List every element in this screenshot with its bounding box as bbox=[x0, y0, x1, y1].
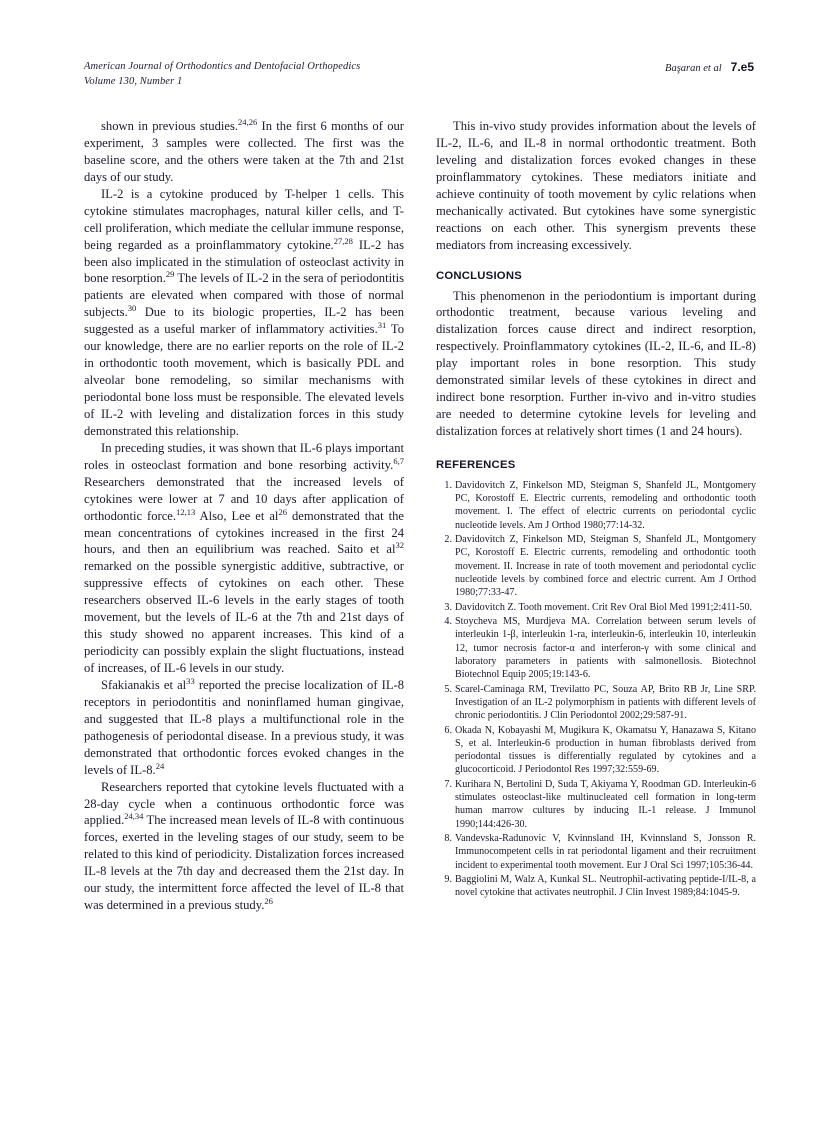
reference-item: Okada N, Kobayashi M, Mugikura K, Okamatsu Y, Hanazawa S, Kitano S, et al. Interleukin-6 production in human fibroblasts derived from periodontal tissues is differentially regulated by cytokines and a glucocorticoid. J Periodontol Res 1997;32:559-69. bbox=[455, 724, 756, 776]
reference-item: Davidovitch Z, Finkelson MD, Steigman S, Shanfeld JL, Montgomery PC, Korostoff E. Electric currents, remodeling and orthodontic tooth movement. II. Increase in rate of tooth movement and periodontal cyclic nucleotide levels by combined force and electric current. Am J Orthod 1980;77:33-47. bbox=[455, 534, 756, 599]
reference-item: Davidovitch Z, Finkelson MD, Steigman S, Shanfeld JL, Montgomery PC, Korostoff E. Electric currents, remodeling and orthodontic tooth movement. I. The effect of electric currents on periodontal cyclic nucleotide levels. Am J Orthod 1980;77:14-32. bbox=[455, 479, 756, 531]
paragraph: This phenomenon in the periodontium is important during orthodontic treatment, because various leveling and distalization forces cause direct and indirect resorption, respectively. Proinflammatory cytokines (IL-2, IL-6, and IL-8) play important roles in bone resorption. This study demonstrated similar levels of these cytokines in direct and indirect bone resorption. Further in-vivo and in-vitro studies are needed to determine cytokine levels for leveling and distalization forces at relatively short times (1 and 24 hours). bbox=[436, 288, 756, 438]
header-journal-info bbox=[84, 60, 360, 90]
reference-item: Stoycheva MS, Murdjeva MA. Correlation between serum levels of interleukin 1-β, interleukin 1-ra, interleukin-6, interleukin 10, interleukin 12, tumor necrosis factor-α and interferon-γ with some clinical and laboratory parameters in patients with salmonellosis. Biotechnol Biotechnol Equip 2005;19:143-6. bbox=[455, 616, 756, 681]
reference-item: Vandevska-Radunovic V, Kvinnsland IH, Kvinnsland S, Jonsson R. Immunocompetent cells in rat periodontal ligament and their recruitment incident to experimental tooth movement. Eur J Oral Sci 1997;105:36-44. bbox=[455, 833, 756, 871]
reference-item: Baggiolini M, Walz A, Kunkal SL. Neutrophil-activating peptide-I/IL-8, a novel cytokine that activates neutrophil. J Clin Invest 1989;84:1045-9. bbox=[455, 874, 756, 899]
right-column bbox=[436, 118, 756, 914]
paragraph: In preceding studies, it was shown that IL-6 plays important roles in osteoclast formation and bone resorbing activity.$^{6,7}$ Researchers demonstrated that the increased levels of cytokines were lower at 7 and 10 days after application of orthodontic force.$^{12,13}$ Also, Lee et $al^{26}$ demonstrated that the mean concentrations of cytokines increased in the first 24 hours, and then an equilibrium was reached. Saito et $al^{32}$ remarked on the possible synergistic additive, subtractive, or suppressive effects of cytokines on each other. These researchers observed IL-6 levels in the early stages of tooth movement, but the levels of IL-6 at the 7th and 21st days of this study showed no apparent increases. This kind of a periodicity can possibly explain the slight fluctuations, instead of increases, of IL-6 levels in our study. bbox=[84, 440, 404, 675]
body-columns bbox=[84, 118, 756, 914]
paragraph: shown in previous studies.$^{24,26}$ In the first 6 months of our experiment, 3 samples were collected. The first was the baseline score, and the others were taken at the 7th and 21st days of our study. bbox=[84, 116, 404, 184]
header-page-number: 7.e5 bbox=[730, 60, 754, 74]
paragraph: Sfakianakis et $al^{33}$ reported the precise localization of IL-8 receptors in periodontitis and noninflamed human gingivae, and suggested that IL-8 plays a multifunctional role in the pathogenesis of periodontal disease. In a previous study, it was demonstrated that orthodontic forces evoked changes in the levels of IL-8.24 bbox=[84, 675, 405, 777]
section-heading-conclusions: CONCLUSIONS bbox=[436, 269, 522, 282]
reference-item: Davidovitch Z. Tooth movement. Crit Rev Oral Biol Med 1991;2:411-50. bbox=[455, 601, 753, 613]
reference-list bbox=[436, 479, 756, 900]
header-authors: Başaran et al bbox=[665, 63, 722, 74]
running-header bbox=[84, 60, 754, 90]
paragraph: Researchers reported that cytokine levels fluctuated with a 28-day cycle when a continuous orthodontic force was applied.$^{24,34}$ The increased mean levels of IL-8 with continuous forces, exerted in the leveling stages of our study, seem to be related to this kind of periodicity. Distalization forces increased IL-8 levels at the 7th day and decreased them the 21st day. In our study, the intermittent force affected the level of IL-8 that was determined in a previous study.$^{26}$ bbox=[84, 779, 404, 913]
reference-item: Scarel-Caminaga RM, Trevilatto PC, Souza AP, Brito RB Jr, Line SRP. Investigation of an IL-2 polymorphism in patients with different levels of chronic periodontitis. J Clin Periodontol 2002;29:587-91. bbox=[455, 683, 756, 722]
header-article-info bbox=[665, 60, 754, 74]
paragraph: This in-vivo study provides information about the levels of IL-2, IL-6, and IL-8 in normal orthodontic treatment. Both leveling and distalization forces evoked changes in these proinflammatory cytokines. These mediators initiate and achieve continuity of tooth movement by cylic relations when mechanically activated. But cytokines have some synergistic reactions on each other. This synergism prevents these mediators from increasing excessively. bbox=[436, 119, 756, 252]
section-heading-references: REFERENCES bbox=[436, 458, 516, 471]
journal-title: American Journal of Orthodontics and Dentofacial Orthopedics bbox=[84, 61, 361, 72]
paragraph: IL-2 is a cytokine produced by T-helper 1 cells. This cytokine stimulates macrophages, natural killer cells, and T-cell proliferation, which mediate the cellular immune response, being regarded as a proinflammatory cytokine.$^{27,28}$ IL-2 has been also implicated in the stimulation of osteoclast activity in bone resorption.$^{29}$ The levels of IL-2 in the sera of periodontitis patients are elevated when compared with those of normal subjects.$^{30}$ Due to its biologic properties, IL-2 has been suggested as a useful marker of inflammatory activities.$^{31}$ To our knowledge, there are no earlier reports on the role of IL-2 in orthodontic tooth movement, which is basically PDL and alveolar bone remodeling, so similar mechanisms with periodontal bone loss must be responsible. The elevated levels of IL-2 with leveling and distalization forces in this study demonstrated this relationship. bbox=[84, 186, 405, 438]
left-column bbox=[84, 118, 404, 914]
journal-volume-issue: Volume 130, Number 1 bbox=[84, 75, 183, 87]
reference-item: Kurihara N, Bertolini D, Suda T, Akiyama Y, Roodman GD. Interleukin-6 stimulates osteoclast-like multinucleated cell formation in long-term human marrow cultures by inducing IL-1 release. J Immunol 1990;144:426-30. bbox=[455, 778, 756, 830]
